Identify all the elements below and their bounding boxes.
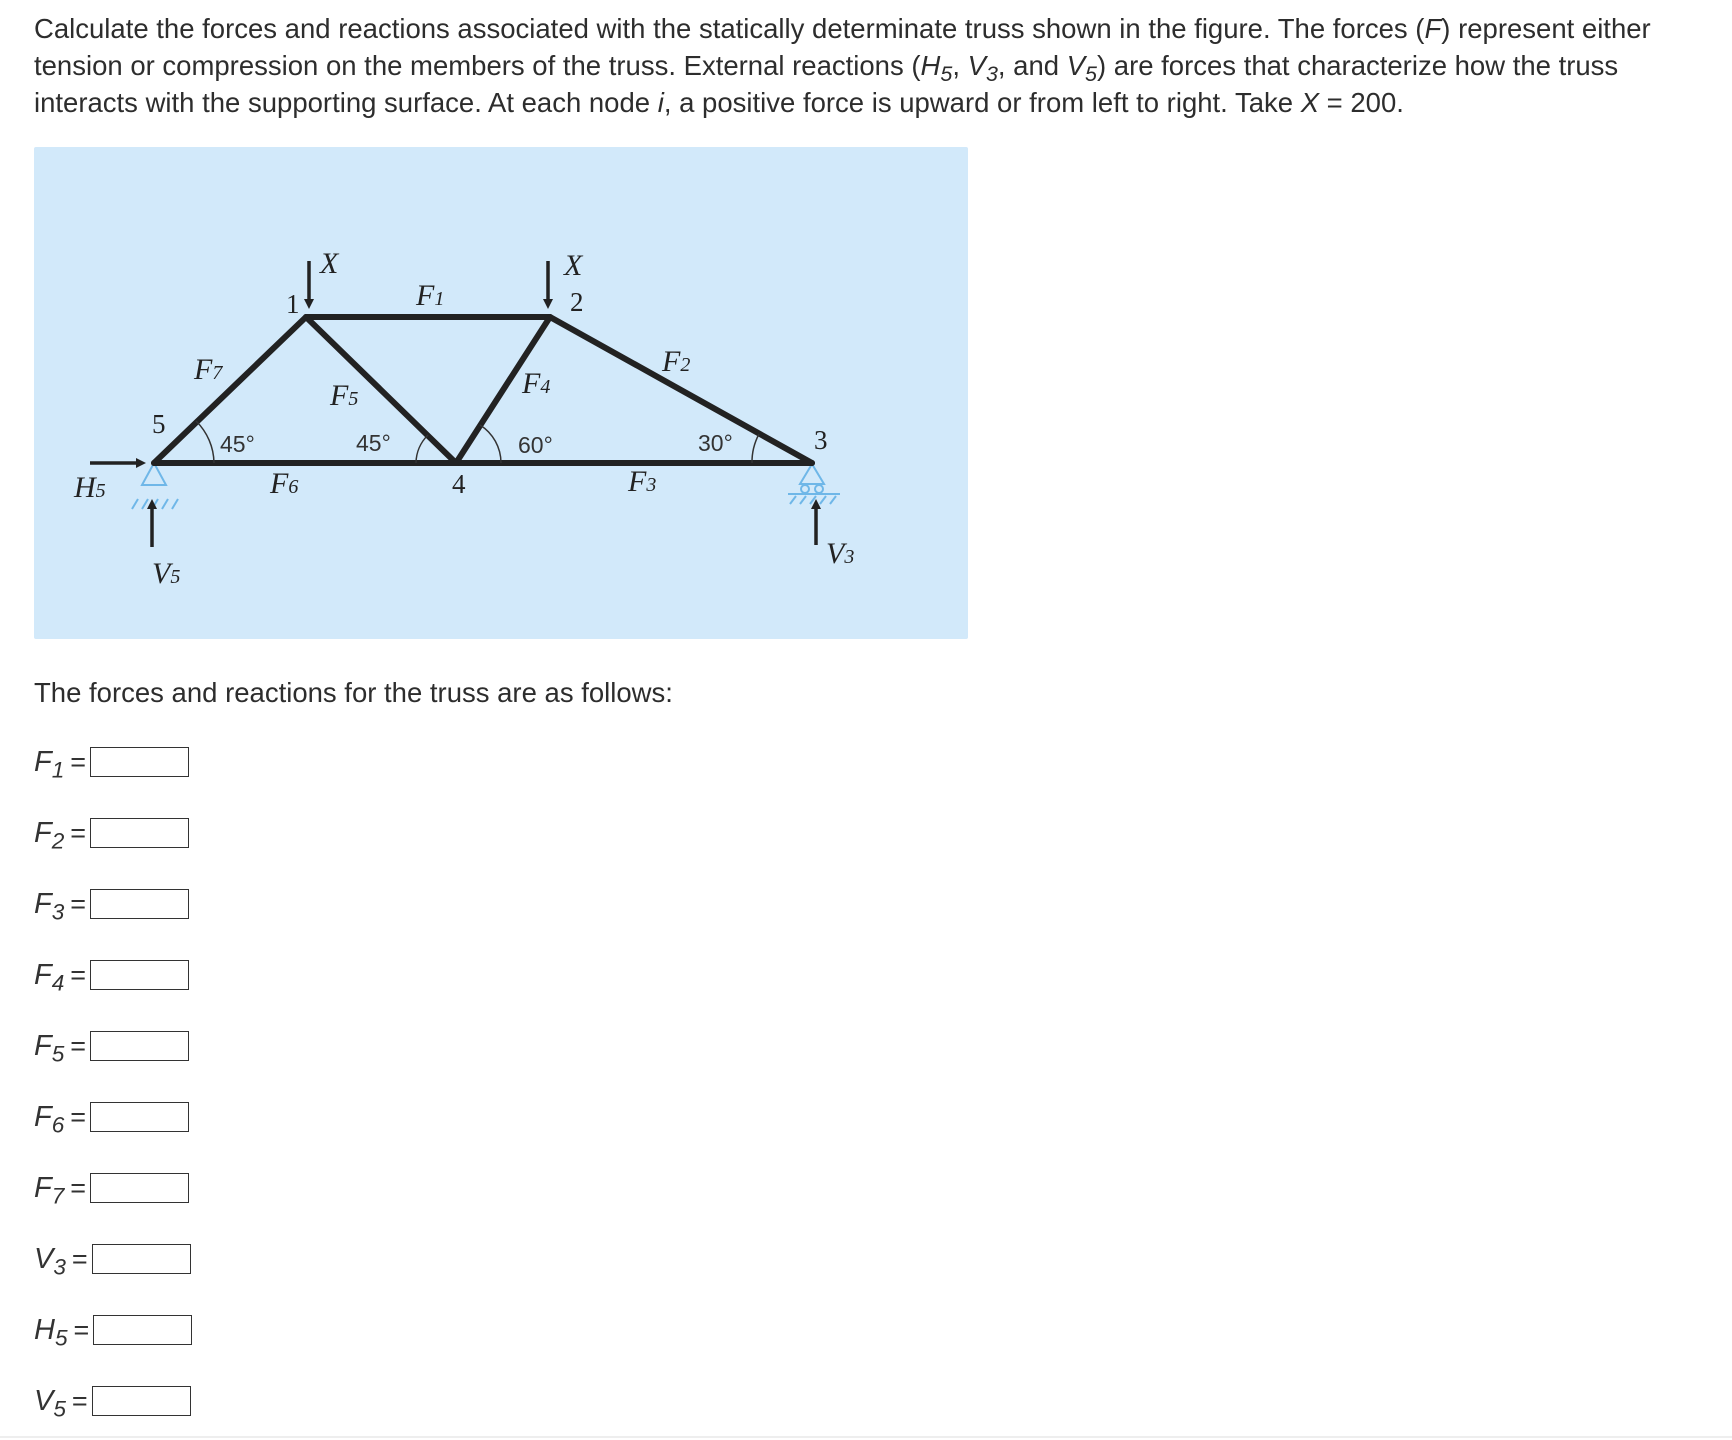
answer-label-f5: $F_5$: [34, 1029, 65, 1066]
answer-label-f1: $F_1$: [34, 745, 65, 782]
answer-row-f7: [34, 1170, 189, 1206]
answer-label-f2: $F_2$: [34, 816, 65, 853]
answer-input-v5[interactable]: [92, 1386, 191, 1416]
angle-label-node-4-right: 60°: [518, 432, 553, 458]
angle-label-node-3: 30°: [698, 430, 733, 456]
answer-label-v3: $V_3$: [34, 1242, 66, 1279]
equals-sign: =: [70, 1172, 87, 1203]
angle-label-node-5: 45°: [220, 431, 255, 457]
label-f7: F7: [194, 353, 223, 386]
answer-input-f5[interactable]: [90, 1031, 189, 1061]
label-h5: H5: [74, 471, 106, 504]
load-label-node-1: X: [320, 247, 339, 280]
node-1-label: 1: [286, 289, 300, 319]
answer-row-f2: [34, 815, 189, 851]
answer-input-f3[interactable]: [90, 889, 189, 919]
label-f3: F3: [628, 465, 657, 498]
equals-sign: =: [70, 888, 87, 919]
roller-support-node-3: [788, 464, 840, 504]
answer-row-f4: [34, 957, 189, 993]
answer-input-v3[interactable]: [92, 1244, 191, 1274]
label-f6: F6: [270, 467, 299, 500]
answer-label-f3: $F_3$: [34, 887, 65, 924]
angle-label-node-4-left: 45°: [356, 430, 391, 456]
load-label-node-2: X: [564, 249, 583, 282]
member-f2: [550, 317, 812, 463]
angle-arc-node-4-right: [480, 425, 501, 463]
equals-sign: =: [73, 1314, 90, 1345]
answer-row-f3: [34, 886, 189, 922]
truss-diagram: [34, 147, 968, 639]
answer-input-f2[interactable]: [90, 818, 189, 848]
label-v3: V3: [826, 537, 855, 570]
answer-row-f5: [34, 1028, 189, 1064]
node-2-label: 2: [570, 287, 584, 317]
angle-arc-node-4-left: [416, 435, 428, 463]
label-f1: F1: [416, 279, 445, 312]
equals-sign: =: [71, 1243, 88, 1274]
answer-row-f6: [34, 1099, 189, 1135]
answer-label-h5: $H_5$: [34, 1313, 68, 1350]
angle-arc-node-5: [196, 421, 214, 463]
equals-sign: =: [70, 817, 87, 848]
answer-row-h5: [34, 1312, 192, 1348]
label-v5: V5: [152, 557, 181, 590]
label-f5: F5: [330, 379, 359, 412]
pin-support-node-5: [132, 463, 178, 509]
answer-row-v5: [34, 1383, 191, 1419]
answer-input-f4[interactable]: [90, 960, 189, 990]
answer-input-f7[interactable]: [90, 1173, 189, 1203]
equals-sign: =: [70, 1030, 87, 1061]
answer-row-v3: [34, 1241, 191, 1277]
answer-input-f1[interactable]: [90, 747, 189, 777]
answer-label-v5: $V_5$: [34, 1384, 66, 1421]
answer-label-f4: $F_4$: [34, 958, 65, 995]
label-f4: F4: [522, 367, 551, 400]
equals-sign: =: [70, 1101, 87, 1132]
answer-label-f6: $F_6$: [34, 1100, 65, 1137]
node-4-label: 4: [452, 469, 466, 499]
bottom-divider: [0, 1436, 1732, 1438]
truss-figure: [34, 147, 968, 639]
equals-sign: =: [70, 746, 87, 777]
answer-row-f1: [34, 744, 189, 780]
answer-input-h5[interactable]: [93, 1315, 192, 1345]
answer-input-f6[interactable]: [90, 1102, 189, 1132]
node-5-label: 5: [152, 409, 166, 439]
equals-sign: =: [70, 959, 87, 990]
answers-heading: The forces and reactions for the truss are as follows:: [34, 677, 673, 708]
angle-arc-node-3: [752, 434, 759, 463]
question-text: Calculate the forces and reactions associated with the statically determinate truss shown in the figure. The forces (F) represent either tension or compression on the members of the truss. External reactions ($H_5$, $V_3$, and $V_5$) are forces that characterize how the truss interacts with the supporting surface. At each node i, a positive force is upward or from left to right. Take X = 200.: [34, 13, 1651, 118]
node-3-label: 3: [814, 425, 828, 455]
answer-label-f7: $F_7$: [34, 1171, 65, 1208]
label-f2: F2: [662, 345, 691, 378]
equals-sign: =: [71, 1385, 88, 1416]
